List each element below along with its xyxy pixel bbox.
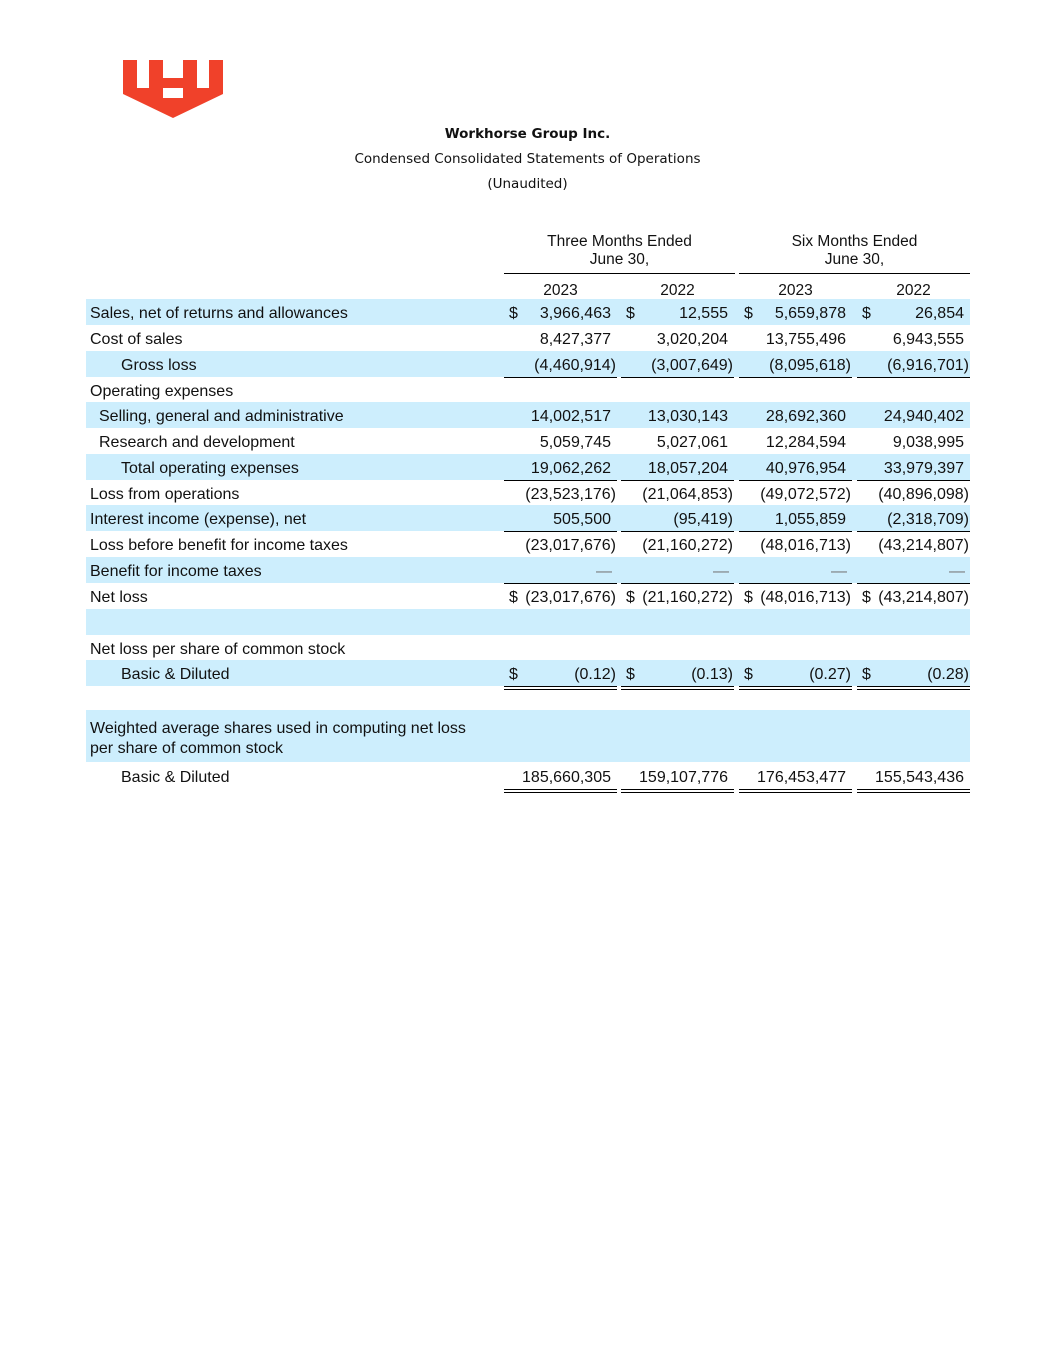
- cell-value: 5,027,061: [656, 434, 728, 451]
- table-cell: [504, 660, 617, 690]
- table-cell: [621, 660, 734, 690]
- cell-value: (21,160,272): [642, 537, 733, 554]
- row-label: Loss from operations: [90, 486, 240, 503]
- table-cell: [739, 428, 852, 455]
- table-cell: [857, 325, 970, 352]
- cell-value: 19,062,262: [530, 460, 611, 477]
- cell-value: (4,460,914): [534, 357, 616, 374]
- cell-value: 40,976,954: [765, 460, 846, 477]
- table-row-rnd: [86, 428, 970, 454]
- cell-value: 28,692,360: [765, 408, 846, 425]
- table-row-sga: [86, 402, 970, 428]
- table-cell: [739, 351, 852, 378]
- table-cell: [621, 402, 734, 428]
- table-row-shares: [86, 763, 970, 789]
- row-label: Selling, general and administrative: [99, 408, 344, 425]
- table-cell: [739, 299, 852, 325]
- table-cell: [621, 299, 734, 325]
- cell-value: 5,059,745: [539, 434, 611, 451]
- three-months-rule: [504, 273, 735, 274]
- cell-value: (21,064,853): [642, 486, 733, 503]
- table-row-operating-expenses: [86, 377, 970, 403]
- cell-value: 159,107,776: [639, 769, 728, 786]
- currency-symbol: $: [626, 589, 635, 606]
- table-cell: [739, 505, 852, 532]
- table-cell: [504, 351, 617, 378]
- table-cell: [504, 428, 617, 455]
- row-label: Operating expenses: [90, 383, 234, 400]
- table-row-total-opex: [86, 454, 970, 480]
- table-row-sales: [86, 299, 970, 325]
- table-row-gross-loss: [86, 351, 970, 377]
- cell-value: (40,896,098): [878, 486, 969, 503]
- table-cell: [857, 428, 970, 455]
- table-cell: [857, 299, 970, 325]
- cell-value: 9,038,995: [892, 434, 964, 451]
- table-row-loss-before-tax: [86, 531, 970, 557]
- currency-symbol: $: [862, 666, 871, 683]
- cell-value: (49,072,572): [760, 486, 851, 503]
- year-header: [739, 282, 852, 300]
- currency-symbol: $: [626, 666, 635, 683]
- three-months-line2: June 30,: [589, 251, 650, 268]
- row-label: Basic & Diluted: [121, 769, 230, 786]
- cell-value: (2,318,709): [887, 511, 969, 528]
- table-cell: [857, 531, 970, 557]
- cell-value: (0.12): [574, 666, 616, 683]
- table-row-shares-header: [86, 710, 970, 762]
- year-label: 2022: [896, 282, 931, 299]
- cell-value: —: [713, 563, 729, 580]
- cell-value: 8,427,377: [539, 331, 611, 348]
- year-label: 2023: [543, 282, 578, 299]
- table-cell: [739, 763, 852, 793]
- cell-value: 176,453,477: [757, 769, 846, 786]
- table-cell: [739, 480, 852, 506]
- statement-title: Condensed Consolidated Statements of Operations: [354, 151, 701, 167]
- cell-value: 33,979,397: [883, 460, 964, 477]
- currency-symbol: $: [509, 666, 518, 683]
- year-header: [621, 282, 734, 300]
- row-label: Net loss: [90, 589, 148, 606]
- cell-value: 18,057,204: [647, 460, 728, 477]
- table-cell: [857, 660, 970, 690]
- row-label: Total operating expenses: [121, 460, 299, 477]
- currency-symbol: $: [509, 305, 518, 322]
- table-cell: [504, 480, 617, 506]
- table-row-spacer: [86, 609, 970, 635]
- cell-value: (95,419): [673, 511, 733, 528]
- cell-value: (6,916,701): [887, 357, 969, 374]
- cell-value: 26,854: [915, 305, 964, 322]
- table-cell: [621, 428, 734, 455]
- cell-value: (0.27): [809, 666, 851, 683]
- row-label: Gross loss: [121, 357, 197, 374]
- cell-value: 1,055,859: [774, 511, 846, 528]
- currency-symbol: $: [626, 305, 635, 322]
- six-months-header: [739, 233, 970, 269]
- table-cell: [621, 480, 734, 506]
- table-row-loss-from-operations: [86, 480, 970, 506]
- row-label: Sales, net of returns and allowances: [90, 305, 348, 322]
- currency-symbol: $: [744, 305, 753, 322]
- row-label: Benefit for income taxes: [90, 563, 262, 580]
- cell-value: (43,214,807): [878, 589, 969, 606]
- table-cell: [504, 557, 617, 584]
- currency-symbol: $: [862, 305, 871, 322]
- row-label: Weighted average shares used in computing net loss per share of common stock: [90, 720, 466, 757]
- table-cell: [621, 454, 734, 481]
- table-cell: [739, 402, 852, 428]
- cell-value: 14,002,517: [530, 408, 611, 425]
- year-header: [504, 282, 617, 300]
- table-cell: [739, 660, 852, 690]
- cell-value: 13,755,496: [765, 331, 846, 348]
- year-label: 2022: [660, 282, 695, 299]
- cell-value: 13,030,143: [647, 408, 728, 425]
- cell-value: 3,966,463: [539, 305, 611, 322]
- cell-value: (0.13): [691, 666, 733, 683]
- table-cell: [621, 505, 734, 532]
- table-cell: [621, 531, 734, 557]
- cell-value: —: [949, 563, 965, 580]
- row-label: Net loss per share of common stock: [90, 641, 346, 658]
- table-cell: [857, 557, 970, 584]
- cell-value: —: [596, 563, 612, 580]
- table-cell: [739, 454, 852, 481]
- table-cell: [857, 763, 970, 793]
- table-cell: [739, 531, 852, 557]
- table-cell: [504, 299, 617, 325]
- table-cell: [739, 325, 852, 352]
- cell-value: 3,020,204: [656, 331, 728, 348]
- cell-value: (0.28): [927, 666, 969, 683]
- cell-value: (8,095,618): [769, 357, 851, 374]
- currency-symbol: $: [744, 589, 753, 606]
- cell-value: (23,017,676): [525, 537, 616, 554]
- table-cell: [504, 454, 617, 481]
- cell-value: 185,660,305: [522, 769, 611, 786]
- table-cell: [621, 325, 734, 352]
- three-months-header: [504, 233, 735, 269]
- cell-value: 505,500: [553, 511, 611, 528]
- table-cell: [857, 505, 970, 532]
- currency-symbol: $: [862, 589, 871, 606]
- unaudited-note: (Unaudited): [487, 176, 568, 192]
- year-header: [857, 282, 970, 300]
- six-months-line1: Six Months Ended: [791, 233, 918, 250]
- cell-value: (48,016,713): [760, 589, 851, 606]
- row-label: Loss before benefit for income taxes: [90, 537, 348, 554]
- six-months-rule: [739, 273, 970, 274]
- cell-value: (48,016,713): [760, 537, 851, 554]
- cell-value: 12,555: [679, 305, 728, 322]
- three-months-line1: Three Months Ended: [547, 233, 692, 250]
- currency-symbol: $: [509, 589, 518, 606]
- row-label: Cost of sales: [90, 331, 183, 348]
- cell-value: (3,007,649): [651, 357, 733, 374]
- company-name: Workhorse Group Inc.: [444, 126, 611, 142]
- table-cell: [857, 402, 970, 428]
- cell-value: (43,214,807): [878, 537, 969, 554]
- year-label: 2023: [778, 282, 813, 299]
- row-label: Basic & Diluted: [121, 666, 230, 683]
- table-cell: [504, 325, 617, 352]
- cell-value: 6,943,555: [892, 331, 964, 348]
- table-cell: [857, 454, 970, 481]
- table-cell: [857, 480, 970, 506]
- row-label: Research and development: [99, 434, 295, 451]
- table-cell: [504, 402, 617, 428]
- table-cell: [504, 531, 617, 557]
- table-row-eps-header: [86, 635, 970, 661]
- cell-value: 5,659,878: [774, 305, 846, 322]
- table-row-eps: [86, 660, 970, 686]
- table-cell: [504, 763, 617, 793]
- table-cell: [621, 557, 734, 584]
- currency-symbol: $: [744, 666, 753, 683]
- cell-value: (23,523,176): [525, 486, 616, 503]
- six-months-line2: June 30,: [824, 251, 885, 268]
- cell-value: 12,284,594: [765, 434, 846, 451]
- cell-value: (21,160,272): [642, 589, 733, 606]
- cell-value: —: [831, 563, 847, 580]
- cell-value: 155,543,436: [875, 769, 964, 786]
- cell-value: 24,940,402: [883, 408, 964, 425]
- cell-value: (23,017,676): [525, 589, 616, 606]
- table-cell: [504, 505, 617, 532]
- table-row-cost-of-sales: [86, 325, 970, 351]
- table-cell: [621, 351, 734, 378]
- table-row-interest: [86, 505, 970, 531]
- table-row-tax-benefit: [86, 557, 970, 583]
- table-cell: [621, 763, 734, 793]
- table-cell: [857, 351, 970, 378]
- workhorse-logo-icon: [123, 60, 223, 120]
- table-cell: [739, 557, 852, 584]
- table-row-net-loss: [86, 583, 970, 609]
- row-label: Interest income (expense), net: [90, 511, 307, 528]
